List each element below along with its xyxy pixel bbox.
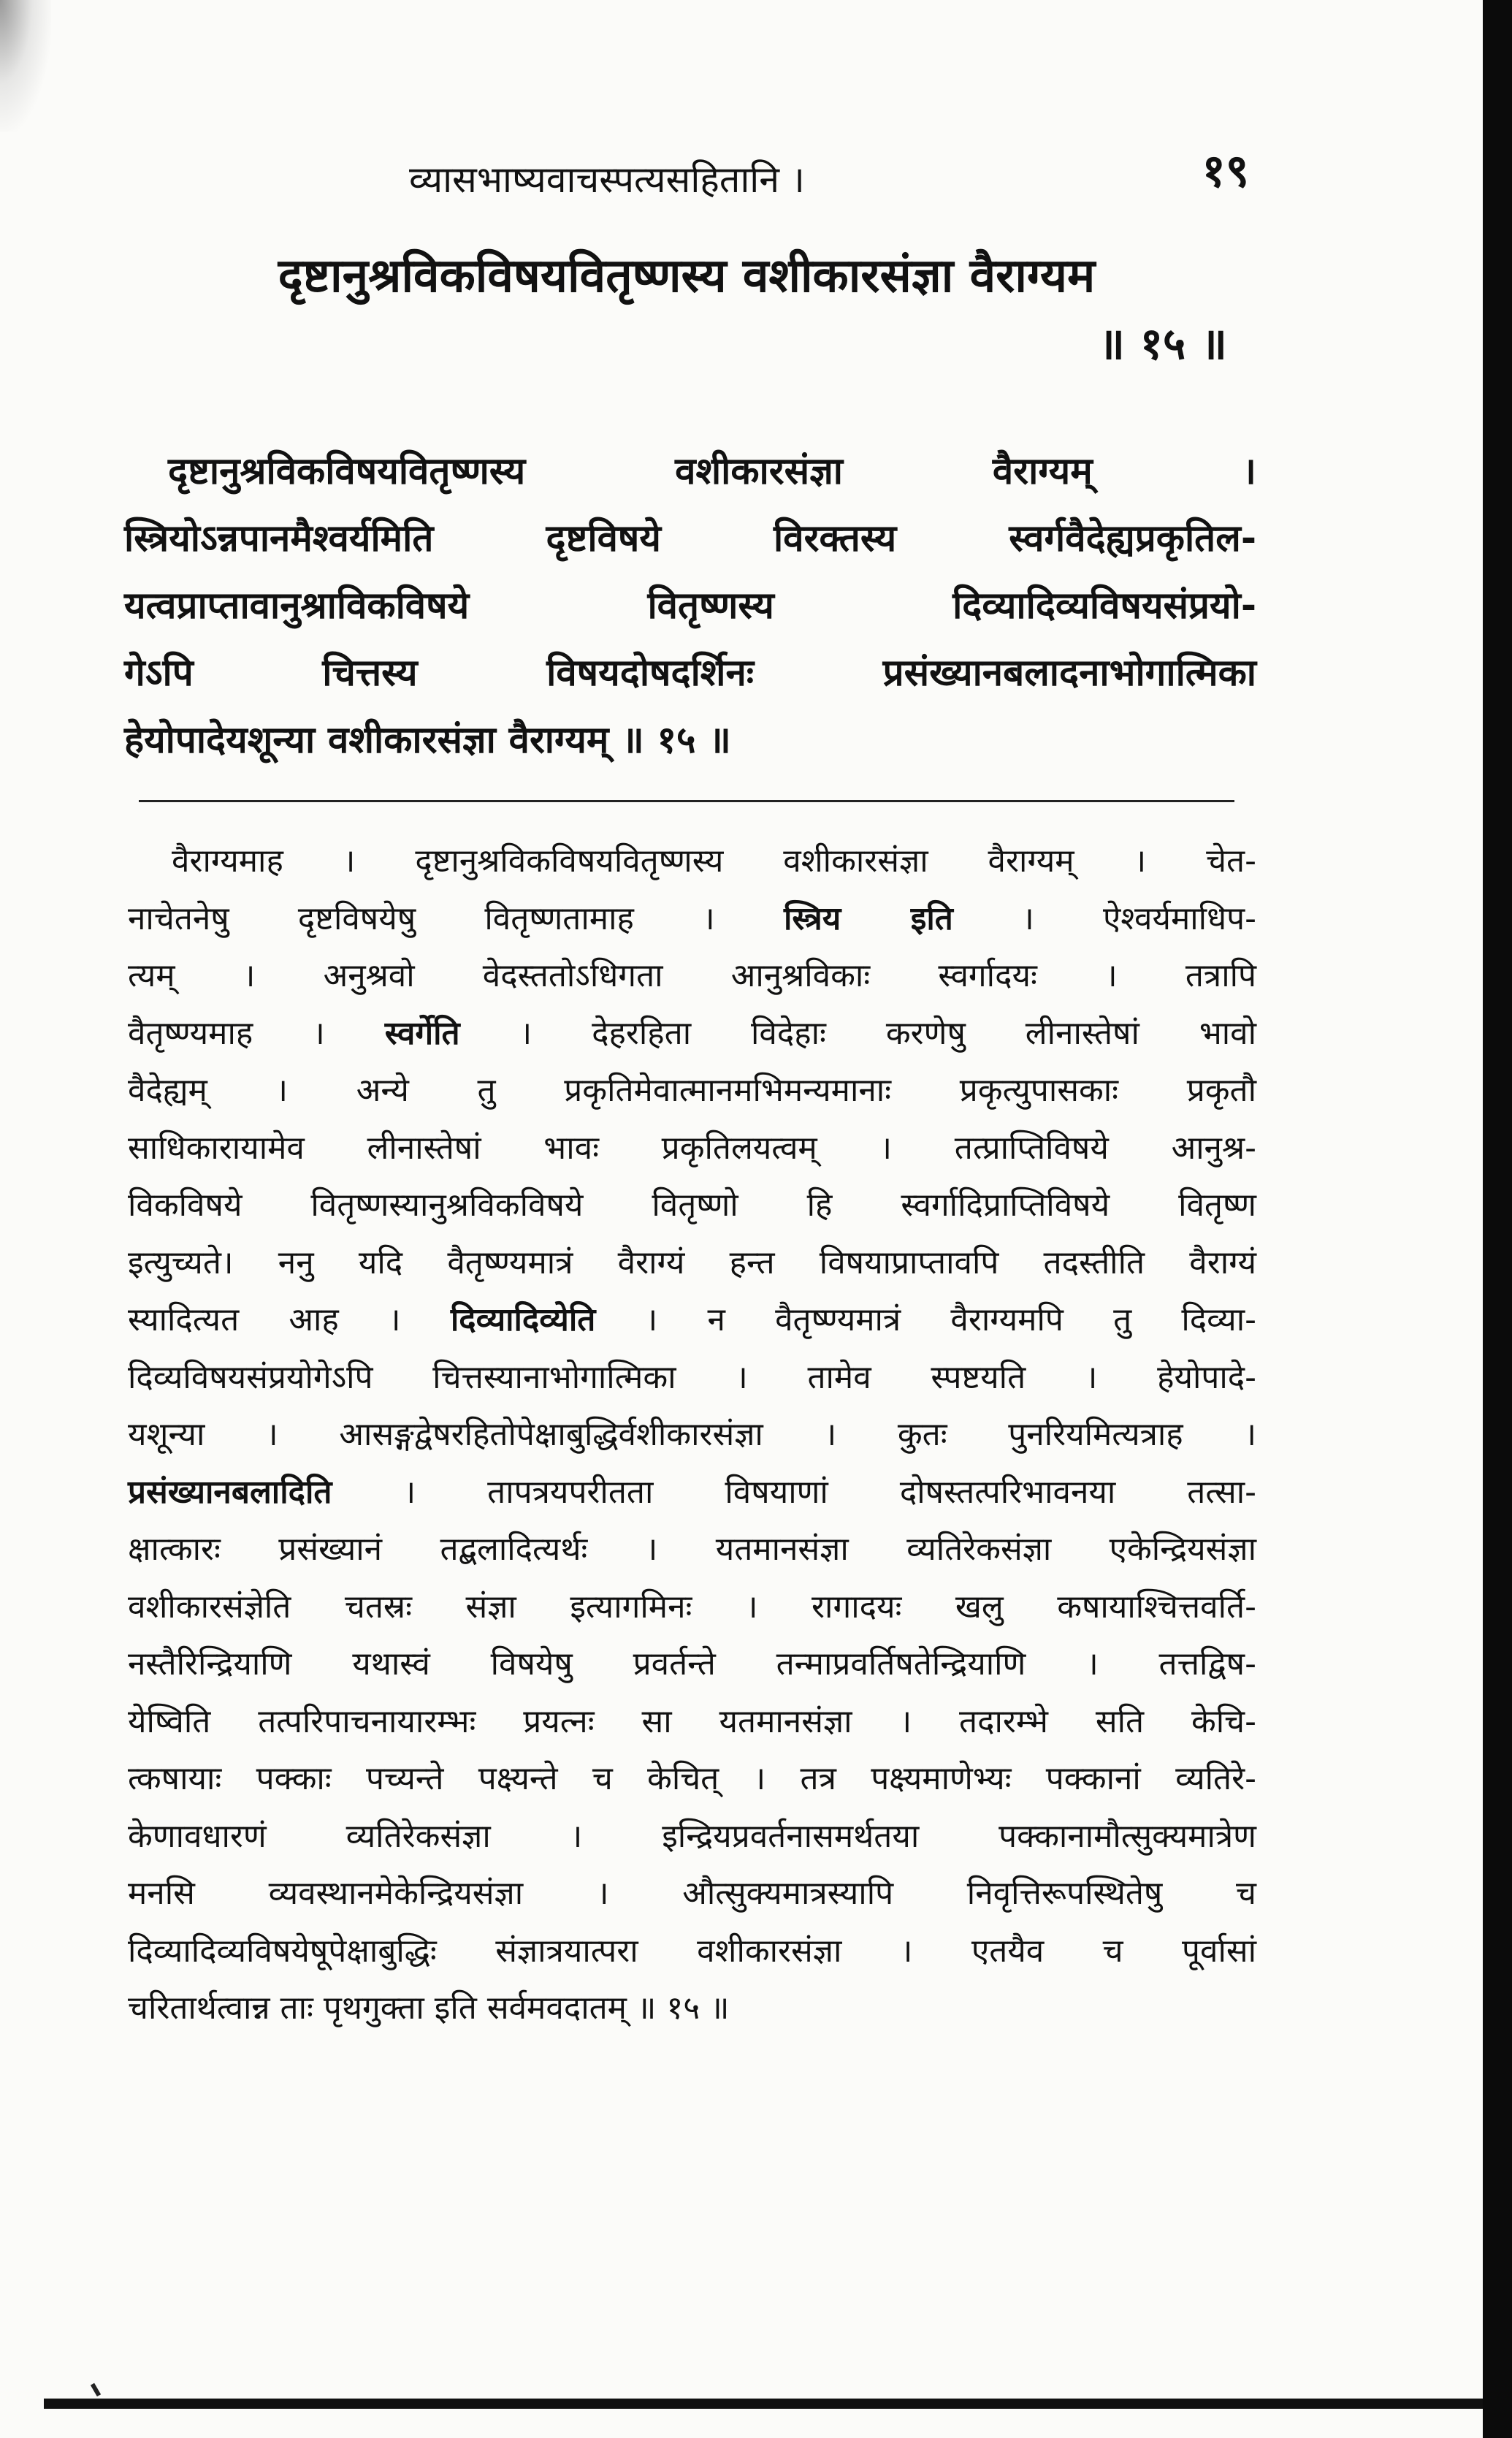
tika-line xyxy=(128,1464,1256,1522)
running-head: व्यासभाष्यवाचस्पत्यसहितानि । xyxy=(409,159,805,201)
tika-text: । देहरहिता विदेहाः करणेषु लीनास्तेषां भावो xyxy=(459,1014,1257,1052)
tika-commentary xyxy=(128,833,1256,2038)
tika-line xyxy=(128,1751,1256,1808)
tika-line xyxy=(128,1980,1256,2038)
tika-text: वैदेह्यम् । अन्ये तु प्रकृतिमेवात्मानमभिमन्यमानाः प्रकृत्युपासकाः प्रकृतौ xyxy=(128,1072,1256,1109)
tika-text: येष्विति तत्परिपाचनायारम्भः प्रयत्नः सा यतमानसंज्ञा । तदारम्भे सति केचि- xyxy=(128,1702,1256,1740)
bhashya-line: स्त्रियोऽन्नपानमैश्वर्यमिति दृष्टविषये विरक्तस्य स्वर्गवैदेह्यप्रकृतिल- xyxy=(124,517,1256,560)
tika-line xyxy=(128,1349,1256,1407)
tika-line xyxy=(128,1808,1256,1866)
tika-line xyxy=(128,1235,1256,1292)
tika-text: त्यम् । अनुश्रवो वेदस्ततोऽधिगता आनुश्रविकाः स्वर्गादयः । तत्रापि xyxy=(128,957,1256,994)
scan-edge-bottom xyxy=(44,2399,1483,2409)
tika-line xyxy=(128,891,1256,948)
tika-line xyxy=(128,1579,1256,1637)
tika-line xyxy=(128,948,1256,1005)
tika-text: वशीकारसंज्ञेति चतस्रः संज्ञा इत्यागमिनः । रागादयः खलु कषायाश्चित्तवर्ति- xyxy=(128,1588,1256,1626)
bhashya-line: यत्वप्राप्तावानुश्राविकविषये वितृष्णस्य दिव्यादिव्यविषयसंप्रयो- xyxy=(124,584,1256,628)
tika-text: चरितार्थत्वान्न ताः पृथगुक्ता इति सर्वमवदातम् ॥ १५ ॥ xyxy=(128,1989,730,2027)
tika-text: वैराग्यमाह । दृष्टानुश्रविकविषयवितृष्णस्य वशीकारसंज्ञा वैराग्यम् । चेत- xyxy=(172,842,1256,880)
tika-line xyxy=(128,1923,1256,1981)
tika-text: । तापत्रयपरीतता विषयाणां दोषस्तत्परिभावनया तत्सा- xyxy=(332,1473,1256,1511)
tika-line xyxy=(128,1694,1256,1751)
sutra-number: ॥ १५ ॥ xyxy=(1098,319,1227,370)
tika-text: मनसि व्यवस्थानमेकेन्द्रियसंज्ञा । औत्सुक्यमात्रस्यापि निवृत्तिरूपस्थितेषु च xyxy=(128,1875,1256,1912)
sutra-text: दृष्टानुश्रविकविषयवितृष्णस्य वशीकारसंज्ञा वैराग्यम xyxy=(278,249,1096,303)
tika-pratika: दिव्यादिव्येति xyxy=(450,1301,596,1338)
bhashya-line: हेयोपादेयशून्या वशीकारसंज्ञा वैराग्यम् ॥ १५ ॥ xyxy=(124,719,731,762)
tika-line xyxy=(128,1865,1256,1923)
tika-line xyxy=(128,1005,1256,1063)
tika-pratika: स्वर्गेति xyxy=(384,1014,460,1052)
tika-text: स्यादित्यत आह । xyxy=(128,1301,451,1338)
scan-edge-right xyxy=(1483,0,1512,2438)
bhashya-line: गेऽपि चित्तस्य विषयदोषदर्शिनः प्रसंख्यानबलादनाभोगात्मिका xyxy=(124,652,1256,695)
bhashya-line: दृष्टानुश्रविकविषयवितृष्णस्य वशीकारसंज्ञा वैराग्यम् । xyxy=(168,450,1256,493)
tika-text: दिव्यादिव्यविषयेषूपेक्षाबुद्धिः संज्ञात्रयात्परा वशीकारसंज्ञा । एतयैव च पूर्वासां xyxy=(128,1932,1256,1970)
tika-text: साधिकारायामेव लीनास्तेषां भावः प्रकृतिलयत्वम् । तत्प्राप्तिविषये आनुश्र- xyxy=(128,1129,1256,1167)
tika-text: । न वैतृष्ण्यमात्रं वैराग्यमपि तु दिव्या- xyxy=(595,1301,1256,1338)
tika-text: । ऐश्वर्यमाधिप- xyxy=(952,899,1256,937)
page-header xyxy=(409,139,1249,219)
tika-line xyxy=(128,1636,1256,1694)
bhashya-commentary xyxy=(124,438,1256,774)
tika-pratika: प्रसंख्यानबलादिति xyxy=(128,1473,332,1511)
page-number: १९ xyxy=(1202,144,1249,197)
tika-line xyxy=(128,1120,1256,1178)
tika-line xyxy=(128,1292,1256,1349)
tika-text: केणावधारणं व्यतिरेकसंज्ञा । इन्द्रियप्रवर्तनासमर्थतया पक्कानामौत्सुक्यमात्रेण xyxy=(128,1817,1256,1855)
tika-text: नाचेतनेषु दृष्टविषयेषु वितृष्णतामाह । xyxy=(128,899,784,937)
tika-text: दिव्यविषयसंप्रयोगेऽपि चित्तस्यानाभोगात्मिका । तामेव स्पष्टयति । हेयोपादे- xyxy=(128,1358,1256,1396)
tika-pratika: स्त्रिय इति xyxy=(783,899,953,937)
tika-text: इत्युच्यते। ननु यदि वैतृष्ण्यमात्रं वैराग्यं हन्त विषयाप्राप्तावपि तदस्तीति वैराग्यं xyxy=(128,1243,1256,1281)
tika-text: क्षात्कारः प्रसंख्यानं तद्बलादित्यर्थः । यतमानसंज्ञा व्यतिरेकसंज्ञा एकेन्द्रियसंज्ञा xyxy=(128,1531,1256,1568)
tika-text: त्कषायाः पक्काः पच्यन्ते पक्ष्यन्ते च केचित् । तत्र पक्ष्यमाणेभ्यः पक्कानां व्यतिरे- xyxy=(128,1760,1256,1797)
scan-speck xyxy=(91,2383,101,2397)
tika-text: वैतृष्ण्यमाह । xyxy=(128,1014,385,1052)
sutra-block xyxy=(117,241,1256,377)
tika-text: नस्तैरिन्द्रियाणि यथास्वं विषयेषु प्रवर्तन्ते तन्माप्रवर्तिषतेन्द्रियाणि । तत्तद्विष- xyxy=(128,1645,1256,1683)
tika-text: यशून्या । आसङ्गद्वेषरहितोपेक्षाबुद्धिर्वशीकारसंज्ञा । कुतः पुनरियमित्यत्राह । xyxy=(128,1416,1256,1453)
tika-line xyxy=(128,1406,1256,1464)
scan-shadow-corner xyxy=(0,0,51,132)
tika-line xyxy=(128,1521,1256,1579)
section-divider xyxy=(139,800,1234,802)
tika-line xyxy=(128,833,1256,891)
tika-text: विकविषये वितृष्णस्यानुश्रविकविषये वितृष्णो हि स्वर्गादिप्राप्तिविषये वितृष्ण xyxy=(128,1186,1256,1224)
tika-line xyxy=(128,1062,1256,1120)
tika-line xyxy=(128,1177,1256,1235)
